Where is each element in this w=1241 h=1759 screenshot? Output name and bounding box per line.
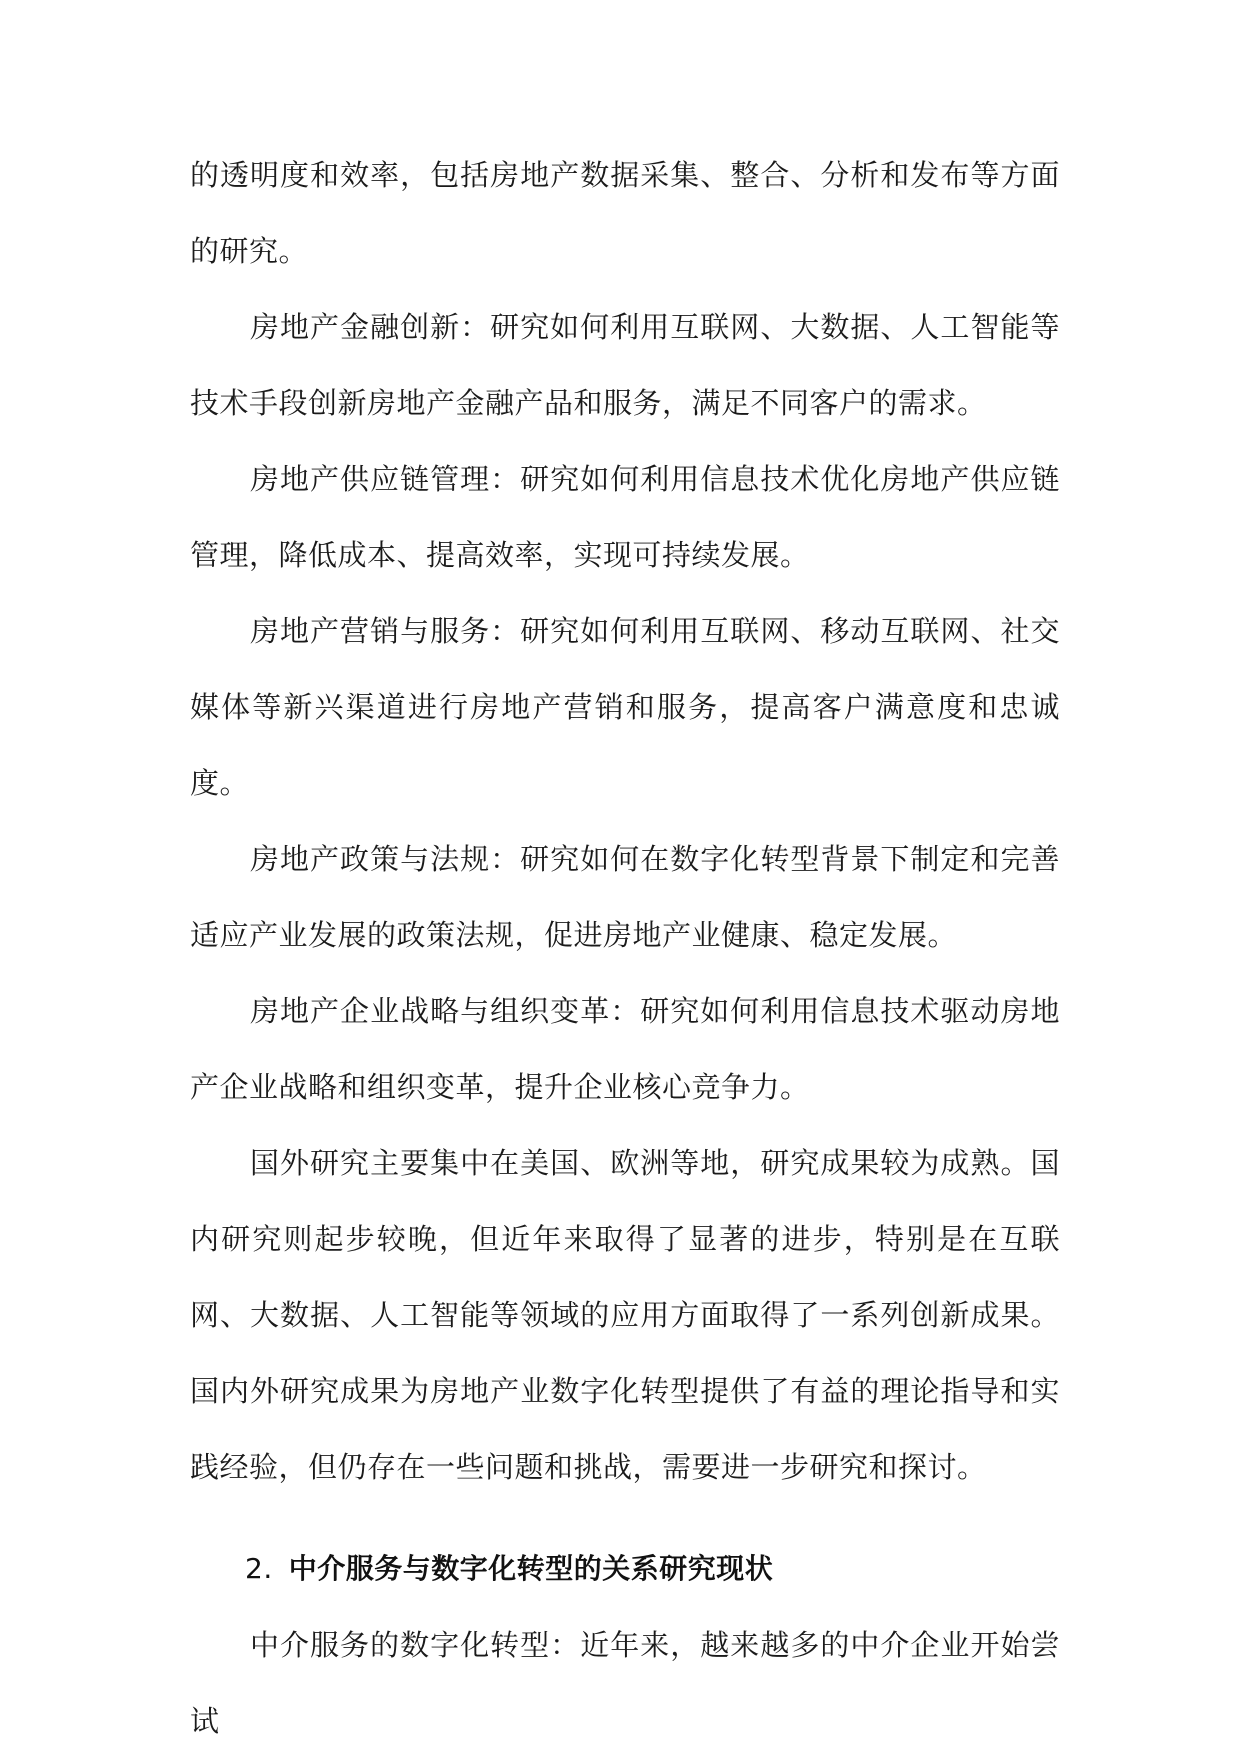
paragraph-intermediary-digital: 中介服务的数字化转型：近年来，越来越多的中介企业开始尝试 xyxy=(190,1628,1060,1738)
section-number: 2. xyxy=(245,1552,273,1585)
paragraph-continued: 的透明度和效率，包括房地产数据采集、整合、分析和发布等方面的研究。 xyxy=(190,158,1060,268)
document-body xyxy=(190,137,1060,1759)
paragraph-supply-chain: 房地产供应链管理：研究如何利用信息技术优化房地产供应链管理，降低成本、提高效率，实现可持续发展。 xyxy=(190,462,1060,572)
paragraph-research-summary: 国外研究主要集中在美国、欧洲等地，研究成果较为成熟。国内研究则起步较晚，但近年来取得了显著的进步，特别是在互联网、大数据、人工智能等领域的应用方面取得了一系列创新成果。国内外研究成果为房地产业数字化转型提供了有益的理论指导和实践经验，但仍存在一些问题和挑战，需要进一步研究和探讨。 xyxy=(190,1146,1060,1484)
paragraph-strategy-org: 房地产企业战略与组织变革：研究如何利用信息技术驱动房地产企业战略和组织变革，提升企业核心竞争力。 xyxy=(190,994,1060,1104)
paragraph-finance-innovation: 房地产金融创新：研究如何利用互联网、大数据、人工智能等技术手段创新房地产金融产品和服务，满足不同客户的需求。 xyxy=(190,310,1060,420)
paragraph-policy-regulation: 房地产政策与法规：研究如何在数字化转型背景下制定和完善适应产业发展的政策法规，促进房地产业健康、稳定发展。 xyxy=(190,842,1060,952)
section-title: 中介服务与数字化转型的关系研究现状 xyxy=(288,1552,774,1585)
paragraph-marketing-service: 房地产营销与服务：研究如何利用互联网、移动互联网、社交媒体等新兴渠道进行房地产营销和服务，提高客户满意度和忠诚度。 xyxy=(190,614,1060,800)
section-heading xyxy=(190,1531,1060,1607)
